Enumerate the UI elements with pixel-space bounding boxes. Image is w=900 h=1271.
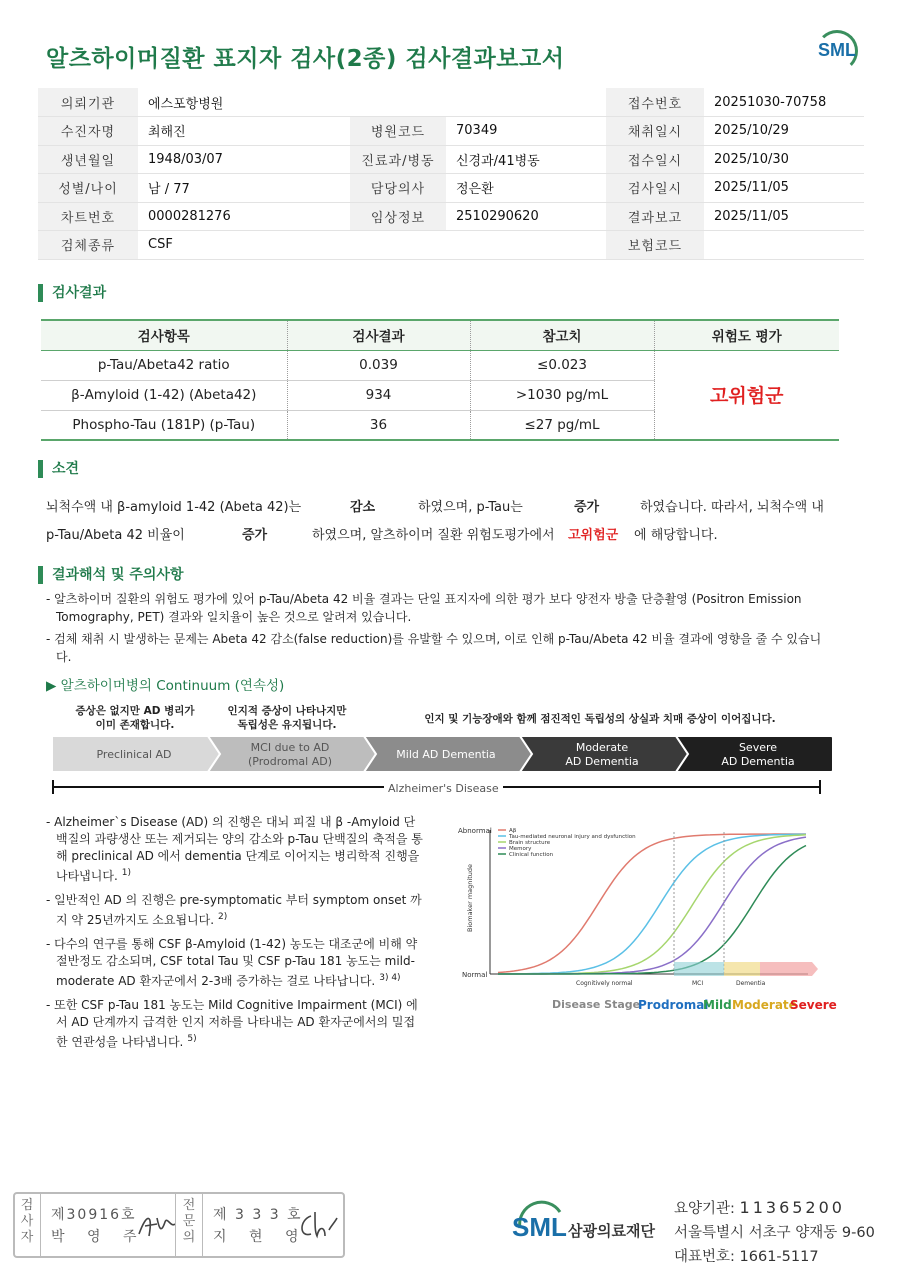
opinion-text-1: 뇌척수액 내 β-amyloid 1-42 (Abeta 42)는 <box>46 500 302 515</box>
info-value: 0000281276 <box>138 202 350 231</box>
info-value <box>446 231 606 260</box>
info-value: CSF <box>138 231 350 260</box>
info-row <box>38 202 864 231</box>
ad-label: Alzheimer's Disease <box>384 782 503 795</box>
legend-entry: Brain structure <box>509 840 551 846</box>
stage-label: Preclinical AD <box>96 748 172 761</box>
stage-label: (Prodromal AD) <box>247 755 333 768</box>
item-name: p-Tau/Abeta42 ratio <box>41 350 287 380</box>
info-label: 병원코드 <box>350 117 446 146</box>
info-row <box>38 231 864 260</box>
bullet-item: - 또한 CSF p-Tau 181 농도는 Mild Cognitive Impairment (MCI) 에서 AD 단계까지 급격한 인지 저하를 나타내는 AD 환자군에서의 밀접한 연관성을 나타냅니다. $^{5)}$ <box>46 998 418 1049</box>
opinion-text-5: 하였으며, 알츠하이머 질환 위험도평가에서 <box>312 528 555 543</box>
stage-name: Severe <box>790 998 837 1012</box>
stage-label: Mild AD Dementia <box>396 748 496 761</box>
item-ref: >1030 pg/mL <box>470 380 654 410</box>
section-results: 검사결과 <box>38 284 106 302</box>
footer-phone-label: 대표번호: <box>674 1249 735 1265</box>
item-ref: ≤27 pg/mL <box>470 410 654 440</box>
signature-left-mark <box>135 1208 177 1242</box>
continuum-label-preclinical: 증상은 없지만 AD 병리가 이미 존재합니다. <box>75 705 195 731</box>
info-row <box>38 88 864 117</box>
signature-right-name: 지 현 영 <box>213 1229 308 1245</box>
info-row <box>38 117 864 146</box>
legend-entry: Aβ <box>509 828 517 834</box>
section-interpretation: 결과해석 및 주의사항 <box>38 566 183 584</box>
info-label <box>350 88 446 117</box>
footer-info <box>674 1196 875 1269</box>
continuum-title: ▶ 알츠하이머병의 Continuum (연속성) <box>46 678 285 694</box>
x-mci-label: MCI <box>692 980 704 987</box>
footer-address: 서울특별시 서초구 양재동 9-60 <box>674 1225 875 1241</box>
stage-label: AD Dementia <box>565 755 639 768</box>
y-top-label: Abnormal <box>458 827 492 835</box>
item-result: 934 <box>287 380 470 410</box>
band-moderate <box>724 962 760 976</box>
opinion-increase: 증가 <box>574 500 600 515</box>
results-table <box>41 319 839 441</box>
col-item: 검사항목 <box>41 320 287 350</box>
info-label: 성별/나이 <box>38 174 138 203</box>
opinion-text <box>46 494 846 550</box>
stage-label: MCI due to AD <box>250 741 330 754</box>
table-row <box>41 350 839 380</box>
opinion-text-2: 하였으며, p-Tau는 <box>418 500 523 515</box>
item-ref: ≤0.023 <box>470 350 654 380</box>
svg-text:SML: SML <box>512 1212 567 1242</box>
footer-code: 11365200 <box>739 1198 845 1217</box>
stage-name: Mild <box>703 998 732 1012</box>
info-value: 70349 <box>446 117 606 146</box>
info-label: 의뢰기관 <box>38 88 138 117</box>
info-value: 에스포항병원 <box>138 88 350 117</box>
band-mci <box>674 962 724 976</box>
footer-phone: 1661-5117 <box>739 1249 819 1265</box>
info-label: 검사일시 <box>606 174 704 203</box>
item-name: Phospho-Tau (181P) (p-Tau) <box>41 410 287 440</box>
info-value: 2025/10/29 <box>704 117 864 146</box>
signature-right-no: 제 3 3 3 호 <box>213 1207 303 1223</box>
info-label: 차트번호 <box>38 202 138 231</box>
continuum-notes <box>46 814 426 1058</box>
timeline-end-tick <box>819 780 821 794</box>
info-value: 2025/11/05 <box>704 202 864 231</box>
continuum-label-mci: 인지적 증상이 나타나지만 독립성은 유지됩니다. <box>227 705 347 731</box>
info-label: 채취일시 <box>606 117 704 146</box>
report-title: 알츠하이머질환 표지자 검사(2종) 검사결과보고서 <box>46 46 565 72</box>
legend-entry: Memory <box>509 846 532 852</box>
info-label <box>350 231 446 260</box>
section-opinion: 소견 <box>38 460 79 478</box>
signature-box <box>13 1192 345 1258</box>
info-label: 생년월일 <box>38 145 138 174</box>
y-axis-label: Biomaker magnitude <box>466 864 474 932</box>
info-label: 진료과/병동 <box>350 145 446 174</box>
info-value: 2510290620 <box>446 202 606 231</box>
info-label: 접수일시 <box>606 145 704 174</box>
info-value <box>446 88 606 117</box>
stage-label: AD Dementia <box>721 755 795 768</box>
timeline-start-tick <box>52 780 54 794</box>
info-label: 담당의사 <box>350 174 446 203</box>
stage-name: Moderate <box>732 998 797 1012</box>
opinion-text-6: 에 해당합니다. <box>634 528 718 543</box>
bullet-item: - 다수의 연구를 통해 CSF β-Amyloid (1-42) 농도는 대조군에 비해 약 절반정도 감소되며, CSF total Tau 및 CSF p-Tau 181 농도는 mild-moderate AD 환자군에서 2-3배 증가하는 걸로 나타납니다. $^{3) 4)}$ <box>46 937 418 988</box>
signature-left-name: 박 영 주 <box>51 1229 146 1245</box>
info-value: 남 / 77 <box>138 174 350 203</box>
signature-right-label: 전 문 의 <box>182 1198 196 1245</box>
footer-logo <box>512 1200 662 1260</box>
stage-label: Disease Stage <box>552 998 641 1011</box>
info-label: 보험코드 <box>606 231 704 260</box>
info-label: 접수번호 <box>606 88 704 117</box>
info-value <box>704 231 864 260</box>
biomarker-graph <box>448 822 838 1022</box>
col-ref: 참고치 <box>470 320 654 350</box>
sml-logo: SML <box>812 30 862 78</box>
signature-left-label: 검 사 자 <box>20 1198 34 1245</box>
stage-name: Prodromal <box>638 998 709 1012</box>
opinion-text-4: p-Tau/Abeta 42 비율이 <box>46 528 185 543</box>
opinion-increase-2: 증가 <box>242 528 268 543</box>
info-value: 정은환 <box>446 174 606 203</box>
item-name: β-Amyloid (1-42) (Abeta42) <box>41 380 287 410</box>
signature-right-mark <box>295 1208 339 1242</box>
bullet-item: - 일반적인 AD 의 진행은 pre-symptomatic 부터 symptom onset 까지 약 25년까지도 소요됩니다. $^{2)}$ <box>46 893 422 927</box>
svg-text:삼광의료재단: 삼광의료재단 <box>568 1222 655 1240</box>
col-result: 검사결과 <box>287 320 470 350</box>
signature-left-no: 제30916호 <box>51 1207 137 1223</box>
info-value: 2025/11/05 <box>704 174 864 203</box>
info-label: 검체종류 <box>38 231 138 260</box>
continuum-stages <box>52 736 832 772</box>
note-item: - 검체 채취 시 발생하는 문제는 Abeta 42 감소(false reduction)를 유발할 수 있으며, 이로 인해 p-Tau/Abeta 42 비율 결과에 영향을 줄 수 있습니다. <box>46 632 822 664</box>
legend-entry: Tau-mediated neuronal injury and dysfunction <box>509 834 636 840</box>
legend-entry: Clinical function <box>509 852 554 858</box>
info-value: 1948/03/07 <box>138 145 350 174</box>
item-result: 36 <box>287 410 470 440</box>
footer-code-label: 요양기관: <box>674 1201 735 1217</box>
bullet-item: - Alzheimer`s Disease (AD) 의 진행은 대뇌 피질 내 β -Amyloid 단백질의 과량생산 또는 제거되는 양의 감소와 p-Tau 단백질의 축적을 통해 preclinical AD 에서 dementia 단계로 이어지는 병리학적 진행을 나타냅니다. $^{1)}$ <box>46 815 423 883</box>
continuum-label-dementia: 인지 및 기능장애와 함께 점진적인 독립성의 상실과 치매 증상이 이어집니다. <box>424 713 776 725</box>
opinion-text-3: 하였습니다. 따라서, 뇌척수액 내 <box>640 500 824 515</box>
info-label: 수진자명 <box>38 117 138 146</box>
band-severe <box>760 962 818 976</box>
info-value: 신경과/41병동 <box>446 145 606 174</box>
x-dementia-label: Dementia <box>736 980 766 987</box>
info-label: 결과보고 <box>606 202 704 231</box>
info-row <box>38 145 864 174</box>
info-label: 임상정보 <box>350 202 446 231</box>
info-row <box>38 174 864 203</box>
risk-assessment: 고위험군 <box>654 350 839 440</box>
opinion-decrease: 감소 <box>350 500 376 515</box>
col-risk: 위험도 평가 <box>654 320 839 350</box>
y-bottom-label: Normal <box>462 971 488 979</box>
info-value: 20251030-70758 <box>704 88 864 117</box>
opinion-risk: 고위험군 <box>568 528 619 543</box>
item-result: 0.039 <box>287 350 470 380</box>
note-item: - 알츠하이머 질환의 위험도 평가에 있어 p-Tau/Abeta 42 비율 결과는 단일 표지자에 의한 평가 보다 양전자 방출 단층촬영 (Positron Emission Tomography, PET) 결과와 일치율이 높은 것으로 알려져 있습니다. <box>46 592 802 624</box>
patient-info-table <box>38 88 864 260</box>
stage-label: Moderate <box>575 741 629 754</box>
interpretation-notes <box>46 590 826 670</box>
x-normal-label: Cognitively normal <box>576 980 633 987</box>
stage-label: Severe <box>738 741 778 754</box>
info-value: 최해진 <box>138 117 350 146</box>
info-value: 2025/10/30 <box>704 145 864 174</box>
